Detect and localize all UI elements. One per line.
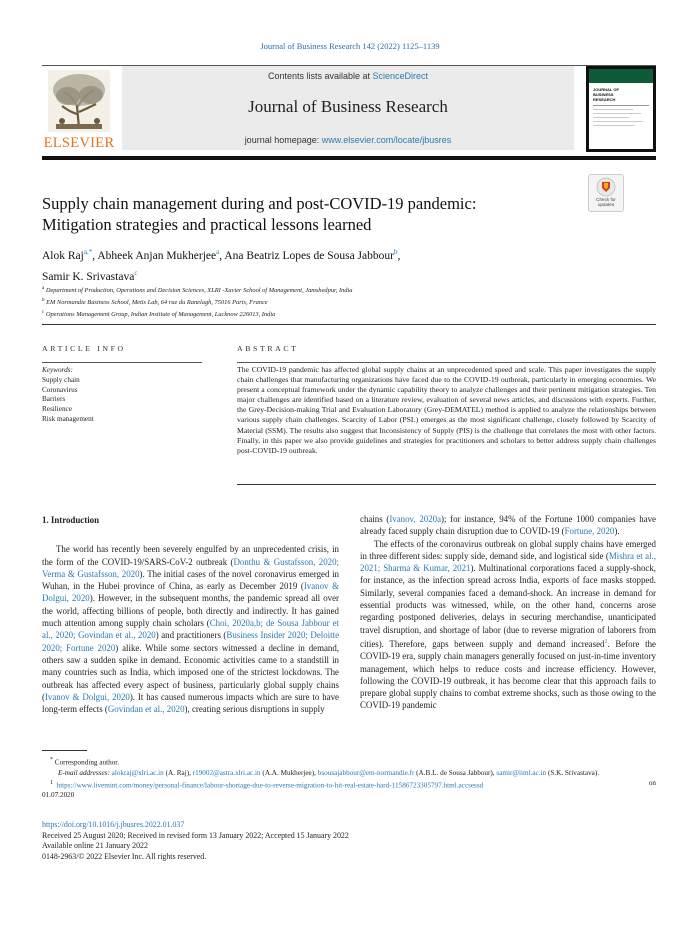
article-title-line2: Mitigation strategies and practical lessons learned	[42, 215, 372, 234]
section-divider	[42, 324, 656, 325]
body-text-run: The world has recently been severely engulfed by an unprecedented crisis, in the form of the COVID-19/SARS-CoV-2 outbreak (	[42, 544, 339, 567]
body-text-run: ) and practitioners (	[155, 630, 227, 641]
contents-prefix: Contents lists available at	[267, 71, 373, 81]
author-separator: ,	[397, 249, 401, 262]
homepage-prefix: journal homepage:	[244, 135, 322, 145]
email-owner: (S.K. Srivastava).	[546, 768, 600, 777]
check-for-updates-label: Check for updates	[596, 197, 616, 207]
abstract-text: The COVID-19 pandemic has affected global supply chains at an unprecedented speed and scale. This paper investigates the supply chain challenges that manufacturing organizations have faced due to the COVID-19 outbreak, particularly in emerging economies. We present a conceptual framework under the dynamic capability theory to analyze challenges and their pertinent mitigation strategies. Ten major challenges are identified based on a literature review, evaluation of several news articles, and discussions with experts. Further, the Grey-Decision-making Trial and Evaluation Laboratory (Grey-DEMATEL) method is applied to analyze the relationships between various supply chain challenges. Scarcity of Labor (PSL) emerges as the most significant challenge, closely followed by Scarcity of Material (SSM). The results also suggest that Inconsistency of Supply (PIS) is the challenge that correlates the most with other factors. Finally, in this paper we also provide guidelines and strategies for practitioners and scholars to better address supply chain challenges post-COVID-19 outbreak.	[237, 365, 656, 455]
journal-cover-thumbnail[interactable]	[586, 66, 656, 152]
affiliation-text: Department of Production, Operations and Decision Sciences, XLRI -Xavier School of Management, Jamshedpur, India	[45, 287, 353, 295]
affiliation-text: EM Normandie Business School, Metis Lab, 64 rue du Ranelagh, 75016 Paris, France	[46, 299, 268, 307]
body-column-left	[42, 514, 339, 715]
keywords-label: Keywords:	[42, 366, 73, 374]
email-owner: (A. Raj),	[163, 768, 193, 777]
affiliation-list	[42, 284, 642, 320]
email-link[interactable]: bsousajabbour@em-normandie.fr	[317, 768, 415, 777]
body-text-run: ). It has caused numerous impacts which are sure to have long-term effects (	[42, 691, 339, 715]
email-link[interactable]: samir@iiml.ac.in	[496, 768, 547, 777]
citation-link[interactable]: Fortune, 2020	[564, 526, 615, 537]
doi-link[interactable]: https://doi.org/10.1016/j.jbusres.2022.01.037	[42, 820, 185, 829]
footnote-marker: *	[50, 757, 53, 763]
author-affiliation-marker[interactable]: c	[134, 268, 138, 277]
keyword: Risk management	[42, 414, 94, 423]
body-column-right	[360, 513, 656, 712]
author-affiliation-marker[interactable]: b	[393, 248, 398, 256]
check-for-updates-icon	[596, 177, 616, 197]
body-text-run: ). However, in the subsequent months, the pandemic spread all over the world, affecting billions of people, both directly and indirectly. It has gained much attention among supply chain scholars (	[42, 593, 340, 629]
journal-citation[interactable]: Journal of Business Research 142 (2022) 1125–1139	[260, 41, 440, 51]
affiliation-marker: c	[42, 310, 45, 316]
email-addresses	[42, 768, 656, 778]
body-paragraph	[360, 513, 656, 538]
footnote-reference[interactable]: 1	[604, 638, 608, 645]
affiliation-marker: a	[42, 286, 45, 291]
citation-link[interactable]: Ivanov & Dolgui, 2020	[42, 581, 339, 604]
abstract-heading: ABSTRACT	[237, 344, 299, 353]
keyword: Coronavirus	[42, 385, 78, 394]
body-text-run: ).	[614, 526, 620, 537]
email-link[interactable]: r19002@astra.xlri.ac.in	[192, 768, 261, 777]
publisher-wordmark: ELSEVIER	[43, 135, 115, 151]
author-name: Alok Raj	[42, 249, 84, 262]
citation-link[interactable]: Ivanov, 2020a	[389, 514, 442, 524]
author-name: Samir K. Srivastava	[42, 270, 135, 283]
journal-title: Journal of Business Research	[248, 97, 448, 116]
body-text-run: ); for instance, 94% of the Fortune 1000 companies have already faced supply chain disruption due to COVID-19 (	[360, 514, 656, 537]
citation-link[interactable]: Govindan et al., 2020	[107, 704, 185, 715]
affiliation-text: Operations Management Group, Indian Institute of Management, Lucknow 226013, India	[45, 311, 276, 319]
journal-homepage-line	[122, 135, 574, 145]
contents-line	[122, 71, 574, 81]
body-text-run: ). Multinational corporations faced a supply-shock, for instance, as the infection spread across India, exports of face masks stopped. Similarly, several companies faced a demand-shock. An increase in demand for essential products was witnessed, while, on the other hand, concerns arose regarding postponed deliveries, delays in securing merchandise, unanticipated travel disruption, and shortage of labor (due to reverse migration of laborers from cities). Therefore, gaps between supply and demand increased	[360, 563, 656, 649]
affiliation	[42, 284, 642, 296]
email-link[interactable]: alokraj@xlri.ac.in	[111, 768, 164, 777]
elsevier-logo	[42, 66, 116, 152]
copyright: 0148-2963/© 2022 Elsevier Inc. All rights reserved.	[42, 851, 207, 861]
keyword: Barriers	[42, 395, 66, 404]
footnote-on: on	[648, 778, 656, 787]
body-text-run: ) alike. While some sectors witnessed a decline in demand, others saw a sudden spike in demand. Economic activities came to a standstill in many countries such as India, which imposed one of the strictest lockdowns. The outbreak has affected every aspect of business, particularly global supply chains (	[42, 642, 340, 702]
author-separator: ,	[92, 249, 98, 262]
affiliation	[42, 296, 642, 308]
header-thick-rule	[42, 156, 656, 160]
keywords-block	[42, 366, 202, 425]
keyword: Supply chain	[42, 375, 80, 384]
email-label: E-mail addresses:	[58, 768, 110, 777]
author-list	[42, 244, 602, 286]
citation-link[interactable]: Donthu & Gustafsson, 2020; Verma & Gustafsson, 2020	[42, 556, 340, 579]
footnote-url-link[interactable]: https://www.livemint.com/money/personal-finance/labour-shortage-due-to-reverse-migration-to-hit-real-estate-hard-11586723305797.html.accsessd	[56, 781, 484, 790]
sciencedirect-link[interactable]: ScienceDirect	[372, 71, 429, 81]
keyword: Resilience	[42, 405, 72, 414]
corresponding-text: Corresponding author.	[54, 758, 120, 767]
body-text-run: ), creating serious disruptions in supply	[184, 704, 325, 715]
body-paragraph	[360, 538, 656, 712]
body-text-run: . Before the COVID-19 era, supply chain managers generally focused on just-in-time inventory management, which helps to reduce costs and increase efficiency. However, following the COVID-19 outbreak, it has become clear that this approach fails to prepare global supply chains to combat extreme shocks, such as those owing to the COVID-19 pandemic	[360, 638, 656, 711]
article-info-heading: ARTICLE INFO	[42, 344, 126, 353]
affiliation-marker: b	[42, 298, 45, 304]
citation-link[interactable]: Ivanov & Dolgui, 2020	[44, 691, 130, 702]
footnote-rule	[42, 750, 87, 751]
author-name: Ana Beatriz Lopes de Sousa Jabbour	[224, 249, 394, 262]
abstract-bottom-rule	[237, 484, 656, 485]
email-owner: (A.B.L. de Sousa Jabbour),	[414, 768, 497, 777]
body-text-run: The effects of the coronavirus outbreak on global supply chains have emerged in three different sides: supply side, demand side, and logistical side (	[360, 538, 656, 561]
available-online: Available online 21 January 2022	[42, 841, 148, 850]
abstract-rule	[237, 362, 656, 363]
citation-link[interactable]: Mishra et al., 2021; Sharma & Kumar, 2021	[360, 550, 656, 574]
author-separator: ,	[219, 249, 225, 262]
article-title	[42, 193, 562, 235]
author-affiliation-marker[interactable]: a,*	[83, 248, 93, 256]
article-title-line1: Supply chain management during and post-COVID-19 pandemic:	[42, 194, 477, 213]
article-info-rule	[42, 362, 202, 363]
citation-link[interactable]: Choi, 2020a,b; de Sousa Jabbour et al., 2020; Govindan et al., 2020	[42, 618, 340, 641]
email-owner: (A.A. Mukherjee),	[260, 768, 318, 777]
footnote-marker: 1	[50, 779, 53, 786]
body-text-run: ). The initial cases of the novel coronavirus emerged in Wuhan, in the Hubei province of China, as early as December 2019 (	[42, 568, 339, 592]
author-name: Abheek Anjan Mukherjee	[97, 249, 217, 262]
body-paragraph	[42, 543, 339, 715]
citation-link[interactable]: Business Insider 2020; Deloitte 2020; Fortune 2020	[42, 630, 340, 653]
footnotes	[42, 755, 656, 801]
affiliation	[42, 308, 642, 320]
section-heading-introduction: 1. Introduction	[42, 515, 100, 525]
author-affiliation-marker[interactable]: a	[216, 248, 220, 256]
journal-masthead	[122, 66, 574, 150]
footnote-1-date: 01.07.2020	[42, 791, 75, 800]
article-footer	[42, 820, 656, 862]
check-for-updates-button[interactable]	[588, 174, 624, 212]
received-dates: Received 25 August 2020; Received in revised form 13 January 2022; Accepted 15 January 2022	[42, 830, 349, 840]
journal-homepage-link[interactable]: www.elsevier.com/locate/jbusres	[321, 135, 452, 145]
cover-title: JOURNAL OF BUSINESS RESEARCH	[593, 87, 619, 102]
body-text-run: chains (	[360, 514, 390, 524]
corresponding-author-note	[42, 755, 656, 768]
footnote-1	[42, 778, 656, 791]
